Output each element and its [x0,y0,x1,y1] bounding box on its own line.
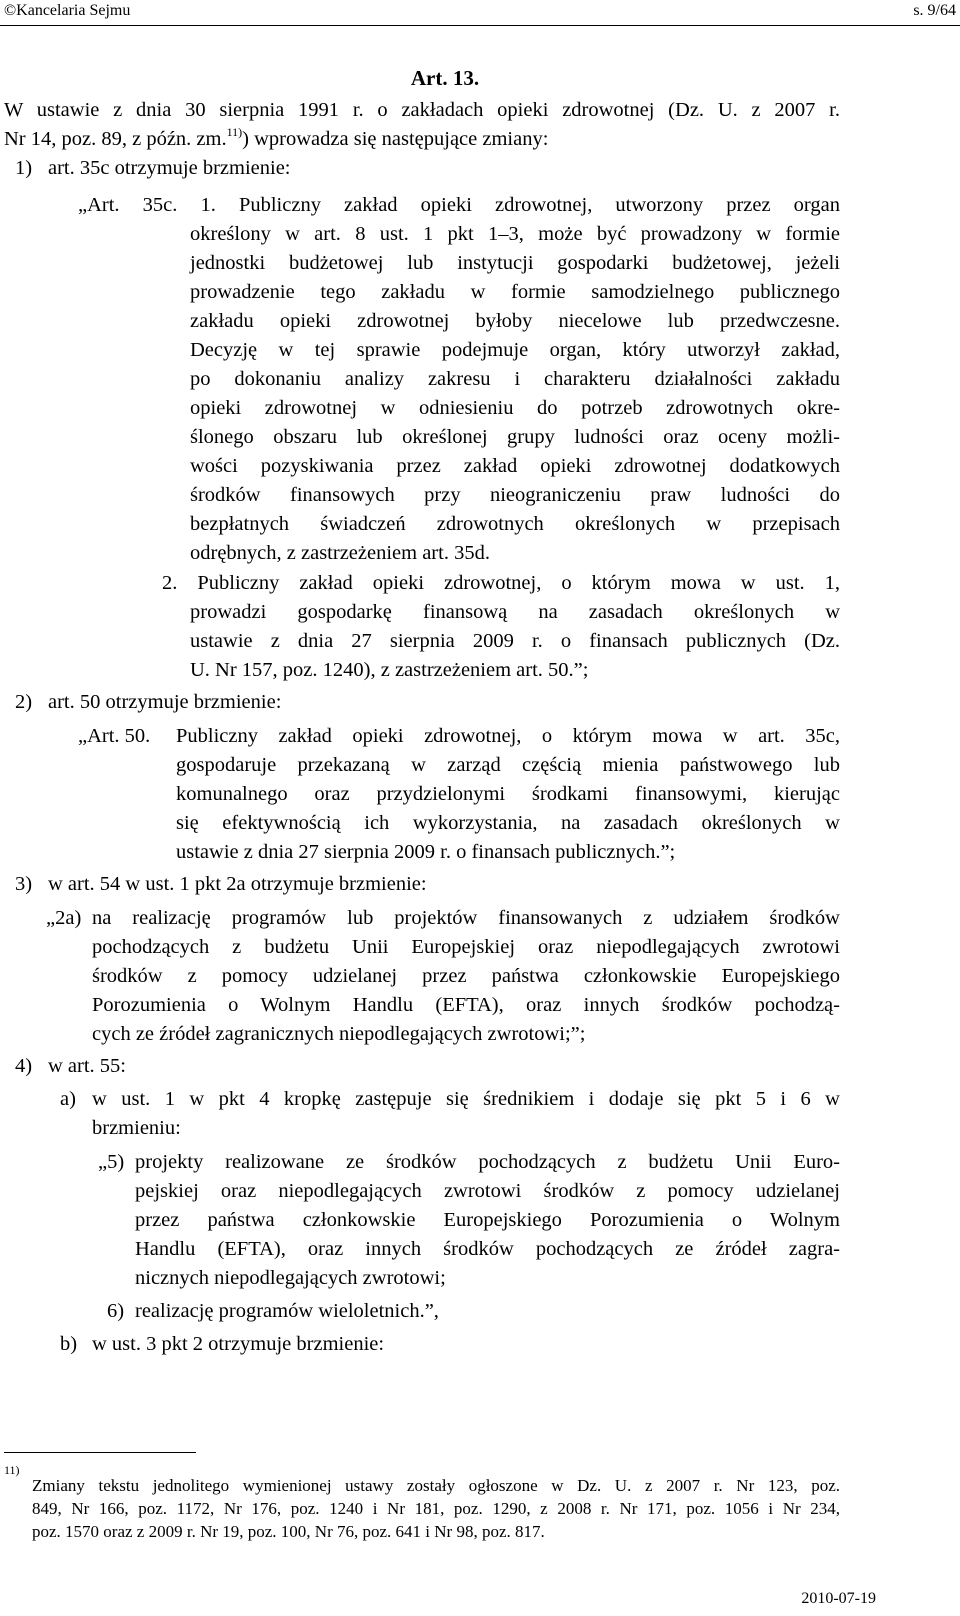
text-line: zakładu opieki zdrowotnej byłoby niecelowe lub przedwczesne. [190,310,840,332]
text-line: odrębnych, z zastrzeżeniem art. 35d. [190,542,490,564]
text-line: środków finansowych przy nieograniczeniu praw ludności do [190,484,840,506]
text-line: pejskiej oraz niepodlegających zwrotowi środków z pomocy udzielanej [135,1180,840,1202]
page-number: s. 9/64 [913,2,956,19]
text-line: realizację programów wieloletnich.”, [135,1300,439,1322]
text-line: cych ze źródeł zagranicznych niepodlegających zwrotowi;”; [92,1023,586,1045]
text-line: komunalnego oraz przydzielonymi środkami finansowymi, kierując [176,783,840,805]
text-line: wości pozyskiwania przez zakład opieki zdrowotnej dodatkowych [190,455,840,477]
letter-label: b) [60,1333,78,1355]
item-text: w art. 55: [48,1055,126,1077]
text-line: Publiczny zakład opieki zdrowotnej, o którym mowa w art. 35c, [176,725,840,747]
text-line: ślonego obszaru lub określonej grupy ludności oraz oceny możli- [190,426,840,448]
item-number: 3) [15,873,33,895]
text-line: w ust. 3 pkt 2 otrzymuje brzmienie: [92,1333,385,1355]
point-label: „5) [98,1151,125,1173]
text-line: bezpłatnych świadczeń zdrowotnych określonych w przepisach [190,513,840,535]
text-line: przez państwa członkowskie Europejskiego Porozumienia o Wolnym [135,1209,840,1231]
point-label: „2a) [46,907,82,929]
text-line: pochodzących z budżetu Unii Europejskiej oraz niepodlegających zwrotowi [92,936,840,958]
item-text: w art. 54 w ust. 1 pkt 2a otrzymuje brzmienie: [48,873,427,895]
footnote-line: Zmiany tekstu jednolitego wymienionej ustawy zostały ogłoszone w Dz. U. z 2007 r. Nr 123, poz. [32,1476,840,1495]
item-number: 2) [15,691,33,713]
header-divider [0,25,960,26]
text-line: po dokonaniu analizy zakresu i charakteru działalności zakładu [190,368,840,390]
text-line: na realizację programów lub projektów finansowanych z udziałem środków [92,907,840,929]
text-line: ustawie z dnia 27 sierpnia 2009 r. o finansach publicznych (Dz. [190,630,840,652]
text-line: opieki zdrowotnej w odniesieniu do potrzeb zdrowotnych okre- [190,397,840,419]
footnote-ref[interactable]: 11) [226,125,243,139]
text-line: Porozumienia o Wolnym Handlu (EFTA), oraz innych środków pochodzą- [92,994,840,1016]
text-line: jednostki budżetowej lub instytucji gospodarki budżetowej, jeżeli [190,252,840,274]
text-line: ustawie z dnia 27 sierpnia 2009 r. o finansach publicznych.”; [176,841,676,863]
footnote-divider [4,1452,196,1453]
text-line: prowadzi gospodarkę finansową na zasadach określonych w [190,601,840,623]
item-number: 1) [15,157,33,179]
point-label: 6) [107,1300,125,1322]
item-text: art. 35c otrzymuje brzmienie: [48,157,291,179]
item-number: 4) [15,1055,33,1077]
text-line: Handlu (EFTA), oraz innych środków pochodzących ze źródeł zagra- [135,1238,840,1260]
letter-label: a) [60,1088,76,1110]
document-date: 2010-07-19 [801,1590,876,1607]
text-line: projekty realizowane ze środków pochodzących z budżetu Unii Euro- [135,1151,840,1173]
text-line: U. Nr 157, poz. 1240), z zastrzeżeniem art. 50.”; [190,659,589,681]
footnote-number: 11) [4,1463,20,1477]
article-title: Art. 13. [410,66,480,90]
footnote-line: 849, Nr 166, poz. 1172, Nr 176, poz. 1240 i Nr 181, poz. 1290, z 2008 r. Nr 171, poz. 1056 i Nr 234, [32,1499,840,1518]
text-line: Decyzję w tej sprawie podejmuje organ, który utworzył zakład, [190,339,840,361]
text-line: środków z pomocy udzielanej przez państwa członkowskie Europejskiego [92,965,840,987]
intro-line: Nr 14, poz. 89, z późn. zm.$^{11)}$) wprowadza się następujące zmiany: [4,125,549,150]
text-line: nicznych niepodlegających zwrotowi; [135,1267,446,1289]
footnote-line: poz. 1570 oraz z 2009 r. Nr 19, poz. 100, Nr 76, poz. 641 i Nr 98, poz. 817. [32,1522,545,1541]
text-line: brzmieniu: [92,1117,181,1139]
text-line: się efektywnością ich wykorzystania, na zasadach określonych w [176,812,840,834]
text-line: określony w art. 8 ust. 1 pkt 1–3, może być prowadzony w formie [190,223,840,245]
text-line: gospodaruje przekazaną w zarząd częścią mienia państwowego lub [176,754,840,776]
intro-line: W ustawie z dnia 30 sierpnia 1991 r. o zakładach opieki zdrowotnej (Dz. U. z 2007 r. [4,99,840,121]
item-text: art. 50 otrzymuje brzmienie: [48,691,282,713]
article-label: „Art. 50. [78,725,151,747]
header-source: ©Kancelaria Sejmu [4,2,131,19]
text-line: prowadzenie tego zakładu w formie samodzielnego publicznego [190,281,840,303]
text-line: „Art. 35c. 1. Publiczny zakład opieki zdrowotnej, utworzony przez organ [78,194,840,216]
text-line: 2. Publiczny zakład opieki zdrowotnej, o którym mowa w ust. 1, [162,572,840,594]
text-line: w ust. 1 w pkt 4 kropkę zastępuje się średnikiem i dodaje się pkt 5 i 6 w [92,1088,840,1110]
